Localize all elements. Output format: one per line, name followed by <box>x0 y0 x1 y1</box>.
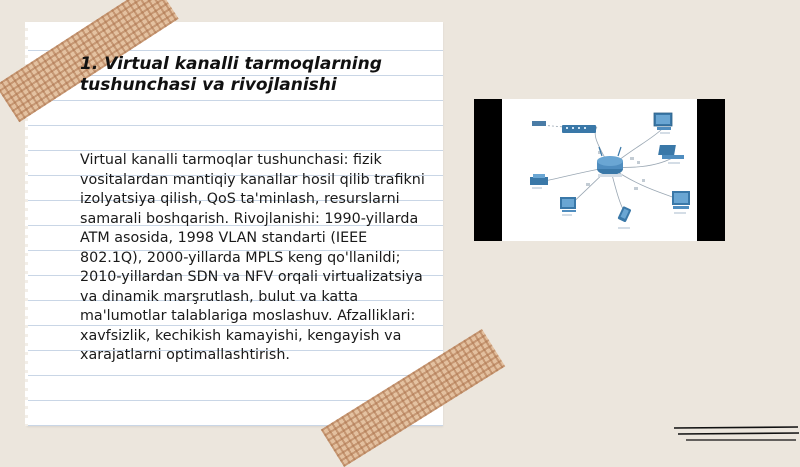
laptop-icon <box>658 145 684 164</box>
desktop-computer-icon <box>672 191 690 214</box>
switch-icon <box>562 125 596 133</box>
decorative-lines <box>672 424 800 444</box>
network-diagram-image <box>474 99 725 241</box>
network-diagram-canvas <box>502 99 697 241</box>
slide-body-text: Virtual kanalli tarmoqlar tushunchasi: fizik vositalardan mantiqiy kanallar hosil qilib trafikni izolyatsiya qilish, QoS ta'minlash, resurslarni samarali boshqarish. Rivojlanishi: 1990-yillarda ATM asosida, 1998 VLAN standarti (IEEE 802.1Q), 2000-yillarda MPLS keng qo'llanildi; 2010-yillardan SDN va NFV orqali virtualizatsiya va dinamik marşrutlash, bulut va katta ma'lumotlar talablariga moslashuv. Afzalliklari: xavfsizlik, kechikish kamayishi, kengayish va xarajatlarni optimallashtirish. <box>80 152 425 363</box>
router-icon <box>597 147 623 177</box>
smartphone-icon <box>617 206 631 229</box>
printer-icon <box>530 174 548 189</box>
desktop-computer-icon <box>560 197 576 216</box>
slide-title: 1. Virtual kanalli tarmoqlarning tushunchasi va rivojlanishi <box>80 54 382 95</box>
modem-icon <box>532 121 546 126</box>
desktop-computer-icon <box>654 113 672 134</box>
network-diagram-illustration <box>502 99 697 241</box>
